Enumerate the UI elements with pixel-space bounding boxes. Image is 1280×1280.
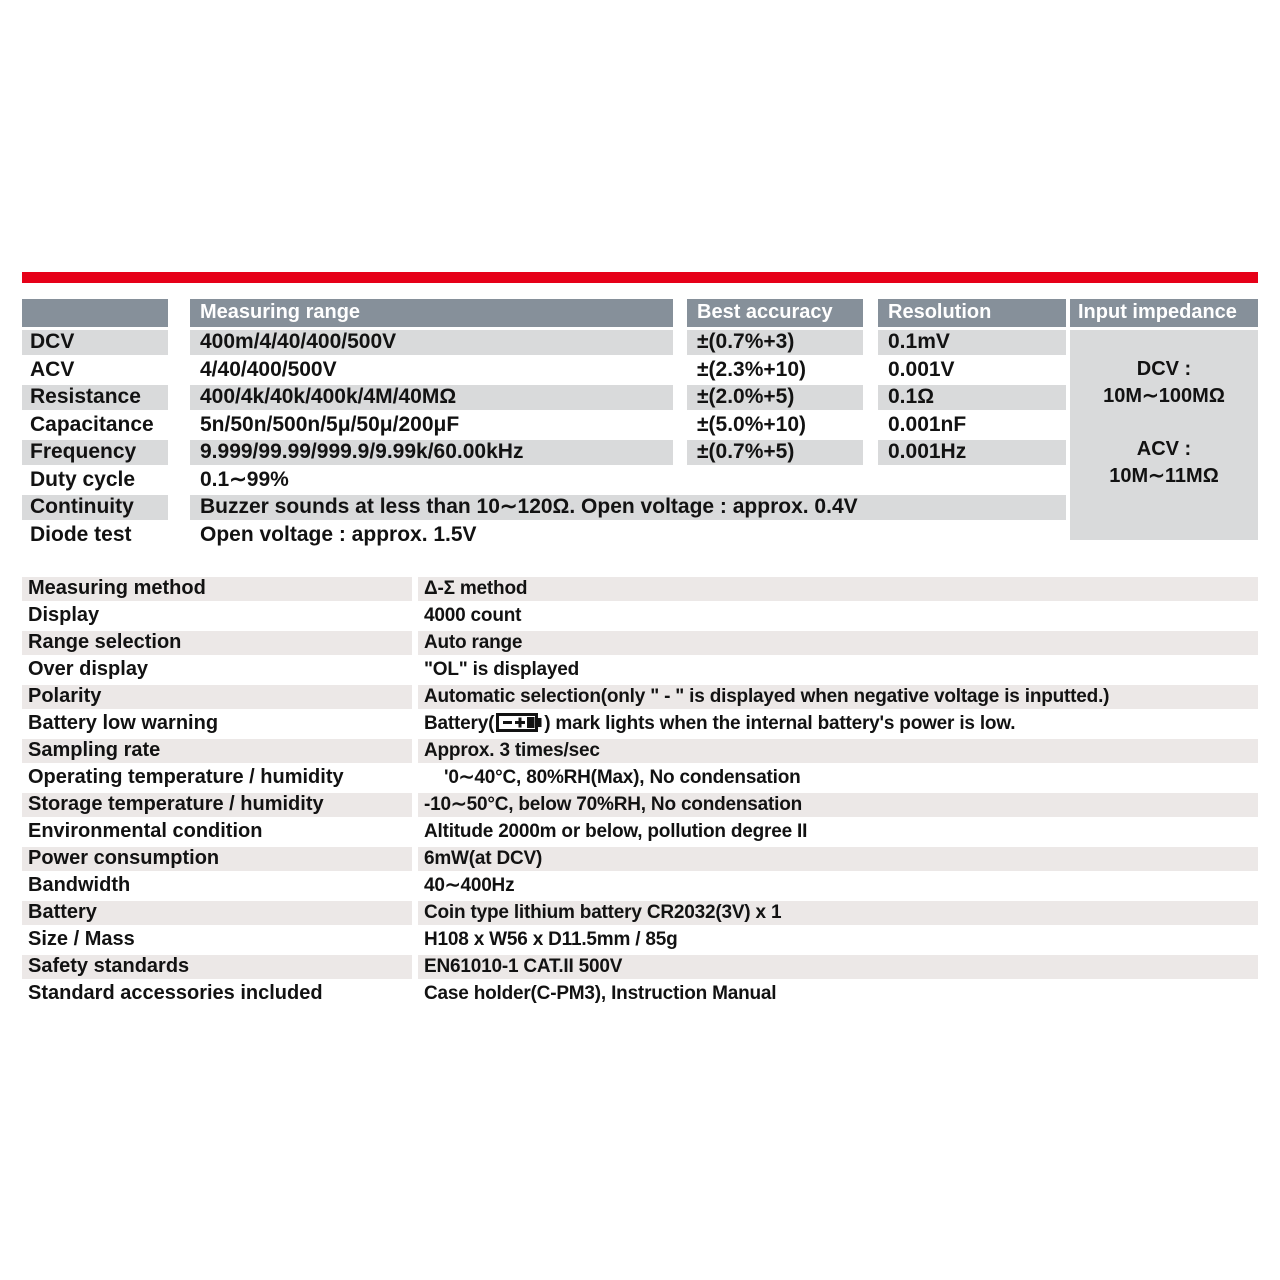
row-label: Polarity (22, 685, 412, 712)
row-label: Continuity (22, 495, 168, 523)
row-label: Environmental condition (22, 820, 412, 847)
general-spec-table (22, 577, 1258, 1009)
row-label: Safety standards (22, 955, 412, 982)
general-row-power-consumption (22, 847, 1258, 874)
measuring-range-value: 5n/50n/500n/5μ/50μ/200μF (190, 413, 673, 441)
general-row-storage-temperature-humidity (22, 793, 1258, 820)
resolution-value: 0.1Ω (878, 385, 1066, 413)
general-row-battery (22, 901, 1258, 928)
row-label: DCV (22, 330, 168, 358)
column-header-measuring-range: Measuring range (190, 299, 673, 330)
row-label: ACV (22, 358, 168, 386)
row-value-suffix: ) mark lights when the internal battery's power is low. (544, 713, 1016, 734)
row-label: Diode test (22, 523, 168, 551)
input-impedance-acv-value: 10M∼11MΩ (1109, 465, 1219, 487)
general-row-safety-standards (22, 955, 1258, 982)
general-row-size-mass (22, 928, 1258, 955)
row-label: Size / Mass (22, 928, 412, 955)
row-label: Range selection (22, 631, 412, 658)
general-row-bandwidth (22, 874, 1258, 901)
row-label: Power consumption (22, 847, 412, 874)
row-value: 40∼400Hz (418, 874, 1258, 901)
resolution-value (878, 468, 1066, 496)
row-value: 6mW(at DCV) (418, 847, 1258, 874)
row-label: Over display (22, 658, 412, 685)
column-header-blank (22, 299, 168, 330)
measuring-range-value: 9.999/99.99/999.9/9.99k/60.00kHz (190, 440, 673, 468)
row-value: "OL" is displayed (418, 658, 1258, 685)
row-value: Automatic selection(only " - " is displayed when negative voltage is inputted.) (418, 685, 1258, 712)
row-value: EN61010-1 CAT.II 500V (418, 955, 1258, 982)
row-label: Storage temperature / humidity (22, 793, 412, 820)
general-row-range-selection (22, 631, 1258, 658)
general-row-environmental-condition (22, 820, 1258, 847)
row-value (418, 712, 1258, 739)
row-value: Approx. 3 times/sec (418, 739, 1258, 766)
general-row-standard-accessories-included (22, 982, 1258, 1009)
best-accuracy-value (687, 468, 863, 496)
general-row-polarity (22, 685, 1258, 712)
general-row-sampling-rate (22, 739, 1258, 766)
row-label: Display (22, 604, 412, 631)
row-label: Capacitance (22, 413, 168, 441)
row-span-value: Open voltage : approx. 1.5V (190, 523, 1066, 551)
battery-icon (496, 713, 542, 732)
best-accuracy-value: ±(5.0%+10) (687, 413, 863, 441)
row-label: Operating temperature / humidity (22, 766, 412, 793)
row-span-value: Buzzer sounds at less than 10∼120Ω. Open voltage : approx. 0.4V (190, 495, 1066, 523)
measuring-range-value: 400/4k/40k/400k/4M/40MΩ (190, 385, 673, 413)
resolution-value: 0.001V (878, 358, 1066, 386)
resolution-value: 0.1mV (878, 330, 1066, 358)
input-impedance-dcv-value: 10M∼100MΩ (1103, 385, 1225, 407)
row-value: Case holder(C-PM3), Instruction Manual (418, 982, 1258, 1009)
row-label: Sampling rate (22, 739, 412, 766)
column-header-input-impedance: Input impedance (1070, 299, 1258, 330)
general-row-battery-low-warning (22, 712, 1258, 739)
row-value: Auto range (418, 631, 1258, 658)
resolution-value: 0.001nF (878, 413, 1066, 441)
row-label: Measuring method (22, 577, 412, 604)
row-value: -10∼50°C, below 70%RH, No condensation (418, 793, 1258, 820)
row-value: Coin type lithium battery CR2032(3V) x 1 (418, 901, 1258, 928)
general-row-measuring-method (22, 577, 1258, 604)
column-header-best-accuracy: Best accuracy (687, 299, 863, 330)
general-row-operating-temperature-humidity (22, 766, 1258, 793)
row-label: Resistance (22, 385, 168, 413)
measurement-spec-table (22, 299, 1258, 550)
input-impedance-acv-label: ACV : (1136, 438, 1192, 460)
row-label: Duty cycle (22, 468, 168, 496)
best-accuracy-value: ±(0.7%+5) (687, 440, 863, 468)
row-value: Δ-Σ method (418, 577, 1258, 604)
row-label: Battery low warning (22, 712, 412, 739)
column-header-resolution: Resolution (878, 299, 1066, 330)
row-label: Frequency (22, 440, 168, 468)
row-value: '0∼40°C, 80%RH(Max), No condensation (418, 766, 1258, 793)
general-row-display (22, 604, 1258, 631)
row-value-prefix: Battery( (424, 713, 495, 734)
row-label: Bandwidth (22, 874, 412, 901)
measuring-range-value: 400m/4/40/400/500V (190, 330, 673, 358)
input-impedance-dcv-label: DCV : (1136, 358, 1192, 380)
row-label: Battery (22, 901, 412, 928)
row-value: Altitude 2000m or below, pollution degree II (418, 820, 1258, 847)
row-value: H108 x W56 x D11.5mm / 85g (418, 928, 1258, 955)
general-row-over-display (22, 658, 1258, 685)
accent-bar (22, 272, 1258, 283)
best-accuracy-value: ±(2.3%+10) (687, 358, 863, 386)
measuring-range-value: 4/40/400/500V (190, 358, 673, 386)
measuring-range-value: 0.1∼99% (190, 468, 673, 496)
best-accuracy-value: ±(2.0%+5) (687, 385, 863, 413)
best-accuracy-value: ±(0.7%+3) (687, 330, 863, 358)
spacer (1070, 410, 1258, 436)
input-impedance-cell (1070, 330, 1258, 540)
row-value: 4000 count (418, 604, 1258, 631)
resolution-value: 0.001Hz (878, 440, 1066, 468)
spec-table-header-row (22, 299, 1258, 330)
row-label: Standard accessories included (22, 982, 412, 1009)
